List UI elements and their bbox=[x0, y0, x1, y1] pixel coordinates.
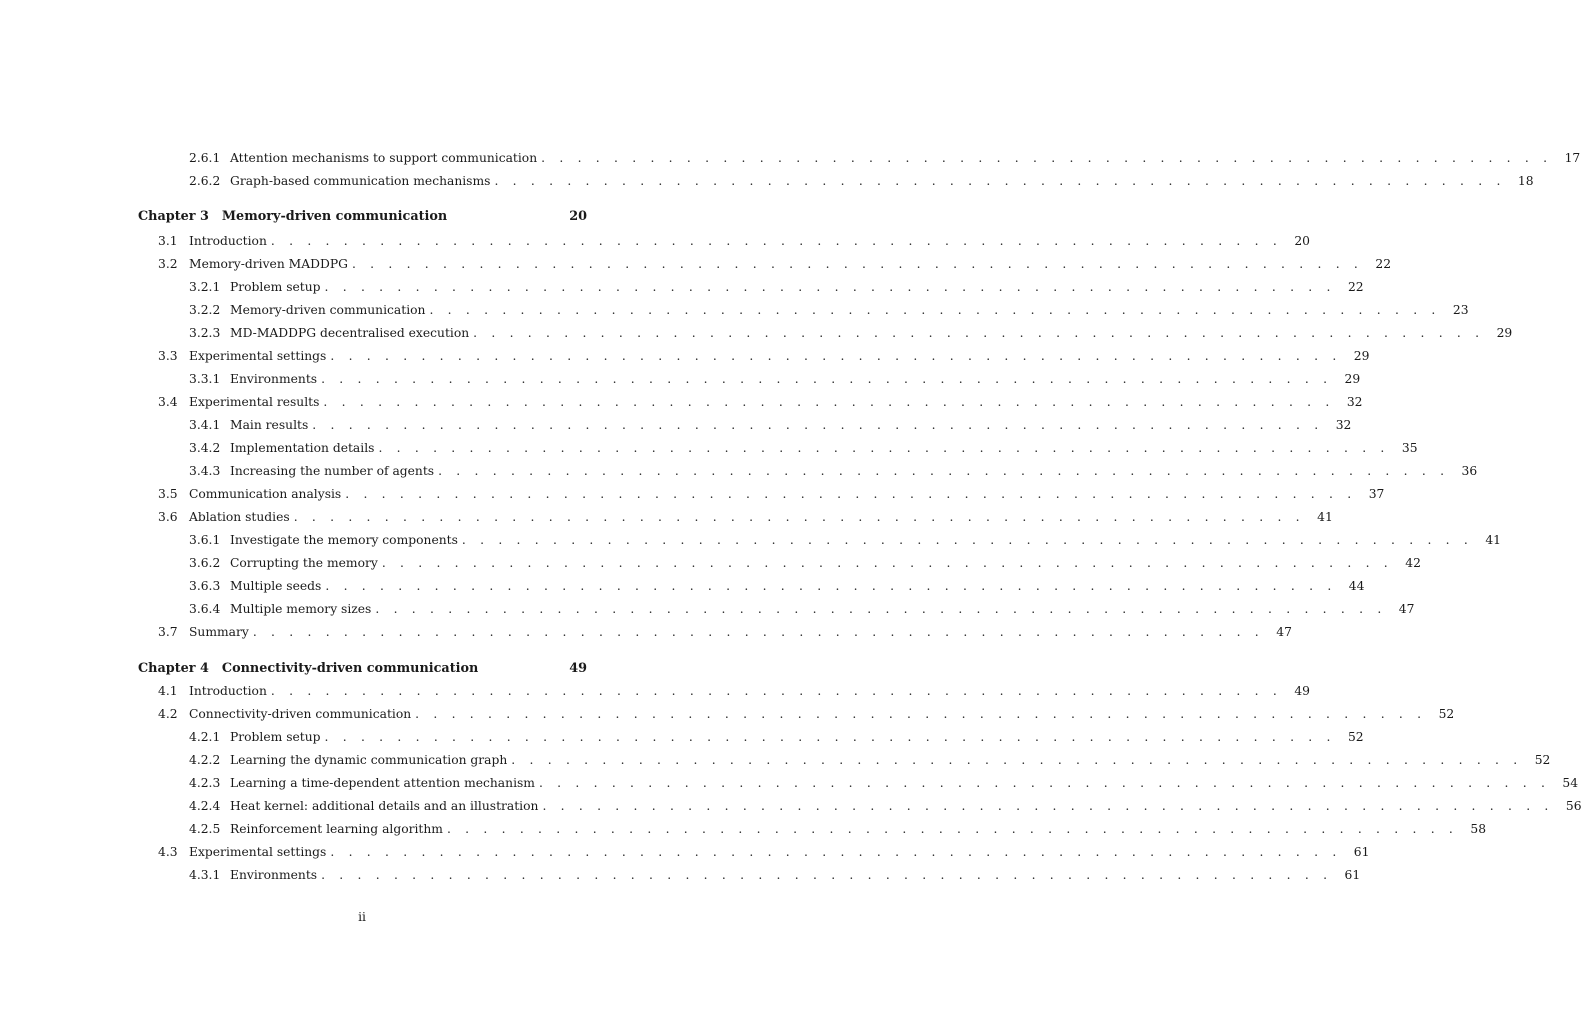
toc-entry-number: 3.2.3 bbox=[189, 326, 221, 340]
toc-entry-title: Reinforcement learning algorithm bbox=[230, 822, 443, 836]
toc-entry-number: 2.6.2 bbox=[189, 174, 221, 188]
toc-section-entry[interactable] bbox=[158, 704, 1455, 724]
toc-leader-dots: . . . . . . . . . . . . . . . . . . . . . . . . . . . . . . . . . . . . . . . . . . . . . . . . . . . . . . . . bbox=[381, 556, 1393, 570]
toc-entry-title: Experimental settings bbox=[189, 845, 327, 859]
toc-entry-page: 20 bbox=[569, 209, 587, 224]
toc-entry-number: 3.6 bbox=[158, 510, 178, 524]
toc-leader-dots: . . . . . . . . . . . . . . . . . . . . . . . . . . . . . . . . . . . . . . . . . . . . . . . . . . . . . . . . bbox=[293, 510, 1305, 524]
toc-entry-page: 32 bbox=[1346, 395, 1363, 409]
toc-subsection-entry[interactable] bbox=[189, 148, 1581, 168]
toc-entry-title: Connectivity-driven communication bbox=[189, 707, 412, 721]
toc-subsection-entry[interactable] bbox=[189, 300, 1469, 320]
toc-entry-page: 20 bbox=[1294, 234, 1310, 248]
toc-entry-page: 56 bbox=[1565, 799, 1582, 813]
toc-subsection-entry[interactable] bbox=[189, 369, 1361, 389]
toc-entry-title: Environments bbox=[230, 868, 318, 882]
toc-leader-dots: . . . . . . . . . . . . . . . . . . . . . . . . . . . . . . . . . . . . . . . . . . . . . . . . . . . . . . . . bbox=[321, 372, 1333, 386]
toc-entry-number: 3.2 bbox=[158, 257, 178, 271]
toc-entry-title: Ablation studies bbox=[189, 510, 290, 524]
toc-entry-title: Increasing the number of agents bbox=[230, 464, 435, 478]
toc-entry-title: MD-MADDPG decentralised execution bbox=[230, 326, 470, 340]
toc-entry-page: 22 bbox=[1375, 257, 1392, 271]
toc-subsection-entry[interactable] bbox=[189, 727, 1364, 747]
toc-subsection-entry[interactable] bbox=[189, 599, 1415, 619]
toc-entry-number: Chapter 3 bbox=[138, 209, 209, 224]
toc-entry-number: 4.2.2 bbox=[189, 753, 221, 767]
toc-entry-number: 3.6.3 bbox=[189, 579, 221, 593]
toc-section-entry[interactable] bbox=[158, 254, 1392, 274]
toc-entry-page: 17 bbox=[1564, 151, 1581, 165]
toc-entry-number: 4.2.4 bbox=[189, 799, 221, 813]
toc-leader-dots: . . . . . . . . . . . . . . . . . . . . . . . . . . . . . . . . . . . . . . . . . . . . . . . . . . . . . . . . bbox=[325, 579, 1337, 593]
toc-entry-number: 3.3.1 bbox=[189, 372, 221, 386]
toc-subsection-entry[interactable] bbox=[189, 415, 1352, 435]
toc-section-entry[interactable] bbox=[158, 507, 1333, 527]
toc-entry-number: 3.7 bbox=[158, 625, 178, 639]
toc-leader-dots: . . . . . . . . . . . . . . . . . . . . . . . . . . . . . . . . . . . . . . . . . . . . . . . . . . . . . . . . bbox=[321, 868, 1333, 882]
toc-section-entry[interactable] bbox=[158, 392, 1363, 412]
toc-entry-title: Experimental results bbox=[189, 395, 320, 409]
toc-leader-dots: . . . . . . . . . . . . . . . . . . . . . . . . . . . . . . . . . . . . . . . . . . . . . . . . . . . . . . . . bbox=[324, 730, 1336, 744]
toc-leader-dots: . . . . . . . . . . . . . . . . . . . . . . . . . . . . . . . . . . . . . . . . . . . . . . . . . . . . . . . . bbox=[473, 326, 1485, 340]
toc-leader-dots: . . . . . . . . . . . . . . . . . . . . . . . . . . . . . . . . . . . . . . . . . . . . . . . . . . . . . . . . bbox=[461, 533, 1473, 547]
toc-entry-title: Summary bbox=[189, 625, 249, 639]
toc-entry-number: 3.4.1 bbox=[189, 418, 221, 432]
toc-entry-page: 18 bbox=[1517, 174, 1534, 188]
toc-entry-page: 41 bbox=[1485, 533, 1501, 547]
toc-entry-number: 4.1 bbox=[158, 684, 178, 698]
toc-entry-title: Main results bbox=[230, 418, 309, 432]
toc-leader-dots: . . . . . . . . . . . . . . . . . . . . . . . . . . . . . . . . . . . . . . . . . . . . . . . . . . . . . . . . bbox=[270, 234, 1282, 248]
toc-leader-dots: . . . . . . . . . . . . . . . . . . . . . . . . . . . . . . . . . . . . . . . . . . . . . . . . . . . . . . . . bbox=[351, 257, 1364, 271]
toc-entry-page: 52 bbox=[1438, 707, 1455, 721]
toc-section-entry[interactable] bbox=[158, 681, 1310, 701]
toc-entry-title: Heat kernel: additional details and an illustration bbox=[230, 799, 539, 813]
toc-entry-title: Communication analysis bbox=[189, 487, 342, 501]
toc-entry-number: 3.6.4 bbox=[189, 602, 221, 616]
toc-leader-dots: . . . . . . . . . . . . . . . . . . . . . . . . . . . . . . . . . . . . . . . . . . . . . . . . . . . . . . . . bbox=[438, 464, 1450, 478]
toc-entry-title: Graph-based communication mechanisms bbox=[230, 174, 491, 188]
toc-entry-title: Implementation details bbox=[230, 441, 375, 455]
toc-entry-title: Multiple memory sizes bbox=[230, 602, 372, 616]
toc-section-entry[interactable] bbox=[158, 484, 1385, 504]
toc-entry-title: Corrupting the memory bbox=[230, 556, 378, 570]
toc-leader-dots: . . . . . . . . . . . . . . . . . . . . . . . . . . . . . . . . . . . . . . . . . . . . . . . . . . . . . . . . bbox=[345, 487, 1357, 501]
toc-leader-dots: . . . . . . . . . . . . . . . . . . . . . . . . . . . . . . . . . . . . . . . . . . . . . . . . . . . . . . . . bbox=[323, 395, 1335, 409]
toc-leader-dots: . . . . . . . . . . . . . . . . . . . . . . . . . . . . . . . . . . . . . . . . . . . . . . . . . . . . . . . . bbox=[375, 602, 1387, 616]
toc-leader-dots: . . . . . . . . . . . . . . . . . . . . . . . . . . . . . . . . . . . . . . . . . . . . . . . . . . . . . . . . bbox=[542, 799, 1554, 813]
toc-entry-page: 22 bbox=[1347, 280, 1364, 294]
toc-subsection-entry[interactable] bbox=[189, 553, 1421, 573]
toc-entry-number: 3.3 bbox=[158, 349, 178, 363]
toc-entry-page: 47 bbox=[1398, 602, 1415, 616]
toc-subsection-entry[interactable] bbox=[189, 773, 1579, 793]
toc-entry-page: 29 bbox=[1353, 349, 1370, 363]
toc-entry-number: 4.2.1 bbox=[189, 730, 221, 744]
toc-entry-number: 3.6.1 bbox=[189, 533, 221, 547]
toc-subsection-entry[interactable] bbox=[189, 796, 1582, 816]
toc-section-entry[interactable] bbox=[158, 231, 1310, 251]
toc-chapter-entry[interactable] bbox=[138, 659, 587, 679]
toc-entry-number: 3.4.3 bbox=[189, 464, 221, 478]
toc-entry-title: Memory-driven MADDPG bbox=[189, 257, 348, 271]
toc-subsection-entry[interactable] bbox=[189, 461, 1478, 481]
toc-subsection-entry[interactable] bbox=[189, 576, 1365, 596]
toc-section-entry[interactable] bbox=[158, 346, 1370, 366]
toc-entry-page: 37 bbox=[1368, 487, 1385, 501]
toc-entry-page: 44 bbox=[1348, 579, 1365, 593]
toc-entry-page: 35 bbox=[1401, 441, 1418, 455]
toc-entry-number: Chapter 4 bbox=[138, 661, 209, 676]
toc-leader-dots: . . . . . . . . . . . . . . . . . . . . . . . . . . . . . . . . . . . . . . . . . . . . . . . . . . . . . . . . bbox=[429, 303, 1441, 317]
toc-subsection-entry[interactable] bbox=[189, 530, 1501, 550]
toc-entry-page: 61 bbox=[1353, 845, 1370, 859]
page-number: ii bbox=[358, 910, 366, 924]
toc-subsection-entry[interactable] bbox=[189, 750, 1551, 770]
toc-entry-title: Learning a time-dependent attention mechanism bbox=[230, 776, 535, 790]
toc-entry-title: Investigate the memory components bbox=[230, 533, 458, 547]
toc-entry-page: 52 bbox=[1347, 730, 1364, 744]
toc-section-entry[interactable] bbox=[158, 842, 1370, 862]
toc-subsection-entry[interactable] bbox=[189, 438, 1418, 458]
toc-entry-number: 3.5 bbox=[158, 487, 178, 501]
toc-leader-dots: . . . . . . . . . . . . . . . . . . . . . . . . . . . . . . . . . . . . . . . . . . . . . . . . . . . . . . . . bbox=[378, 441, 1390, 455]
toc-entry-title: Connectivity-driven communication bbox=[221, 661, 479, 676]
toc-entry-page: 54 bbox=[1562, 776, 1579, 790]
toc-entry-number: 3.2.2 bbox=[189, 303, 221, 317]
toc-leader-dots: . . . . . . . . . . . . . . . . . . . . . . . . . . . . . . . . . . . . . . . . . . . . . . . . . . . . . . . . bbox=[538, 776, 1551, 790]
toc-entry-title: Problem setup bbox=[230, 280, 321, 294]
toc-entry-page: 58 bbox=[1470, 822, 1487, 836]
toc-entry-page: 29 bbox=[1344, 372, 1361, 386]
toc-leader-dots: . . . . . . . . . . . . . . . . . . . . . . . . . . . . . . . . . . . . . . . . . . . . . . . . . . . . . . . . bbox=[541, 151, 1553, 165]
toc-entry-title: Memory-driven communication bbox=[221, 209, 448, 224]
toc-section-entry[interactable] bbox=[158, 622, 1292, 642]
toc-entry-page: 61 bbox=[1344, 868, 1361, 882]
toc-entry-page: 52 bbox=[1534, 753, 1551, 767]
toc-entry-title: Experimental settings bbox=[189, 349, 327, 363]
toc-entry-title: Problem setup bbox=[230, 730, 321, 744]
toc-entry-page: 29 bbox=[1496, 326, 1513, 340]
toc-entry-page: 49 bbox=[1294, 684, 1310, 698]
toc-entry-number: 3.1 bbox=[158, 234, 178, 248]
toc-entry-title: Multiple seeds bbox=[230, 579, 322, 593]
toc-entry-number: 3.4 bbox=[158, 395, 178, 409]
toc-entry-page: 42 bbox=[1405, 556, 1421, 570]
toc-leader-dots: . . . . . . . . . . . . . . . . . . . . . . . . . . . . . . . . . . . . . . . . . . . . . . . . . . . . . . . . bbox=[446, 822, 1459, 836]
toc-entry-page: 41 bbox=[1317, 510, 1333, 524]
toc-leader-dots: . . . . . . . . . . . . . . . . . . . . . . . . . . . . . . . . . . . . . . . . . . . . . . . . . . . . . . . . bbox=[324, 280, 1336, 294]
toc-leader-dots: . . . . . . . . . . . . . . . . . . . . . . . . . . . . . . . . . . . . . . . . . . . . . . . . . . . . . . . . bbox=[330, 845, 1342, 859]
toc-entry-title: Introduction bbox=[189, 234, 267, 248]
toc-leader-dots: . . . . . . . . . . . . . . . . . . . . . . . . . . . . . . . . . . . . . . . . . . . . . . . . . . . . . . . . bbox=[511, 753, 1523, 767]
toc-leader-dots: . . . . . . . . . . . . . . . . . . . . . . . . . . . . . . . . . . . . . . . . . . . . . . . . . . . . . . . . bbox=[312, 418, 1324, 432]
toc-entry-title: Learning the dynamic communication graph bbox=[230, 753, 508, 767]
toc-entry-number: 3.4.2 bbox=[189, 441, 221, 455]
toc-subsection-entry[interactable] bbox=[189, 323, 1513, 343]
toc-subsection-entry[interactable] bbox=[189, 819, 1487, 839]
toc-entry-page: 49 bbox=[569, 661, 587, 676]
toc-leader-dots: . . . . . . . . . . . . . . . . . . . . . . . . . . . . . . . . . . . . . . . . . . . . . . . . . . . . . . . . bbox=[494, 174, 1506, 188]
toc-subsection-entry[interactable] bbox=[189, 865, 1361, 885]
toc-entry-page: 36 bbox=[1461, 464, 1478, 478]
toc-entry-number: 4.2.3 bbox=[189, 776, 221, 790]
toc-leader-dots: . . . . . . . . . . . . . . . . . . . . . . . . . . . . . . . . . . . . . . . . . . . . . . . . . . . . . . . . bbox=[270, 684, 1282, 698]
toc-entry-number: 4.3.1 bbox=[189, 868, 221, 882]
toc-entry-page: 23 bbox=[1452, 303, 1469, 317]
toc-entry-title: Environments bbox=[230, 372, 318, 386]
toc-entry-number: 2.6.1 bbox=[189, 151, 221, 165]
toc-entry-title: Introduction bbox=[189, 684, 267, 698]
toc-subsection-entry[interactable] bbox=[189, 171, 1534, 191]
toc-leader-dots: . . . . . . . . . . . . . . . . . . . . . . . . . . . . . . . . . . . . . . . . . . . . . . . . . . . . . . . . bbox=[415, 707, 1427, 721]
toc-leader-dots: . . . . . . . . . . . . . . . . . . . . . . . . . . . . . . . . . . . . . . . . . . . . . . . . . . . . . . . . bbox=[252, 625, 1264, 639]
toc-entry-number: 4.3 bbox=[158, 845, 178, 859]
toc-entry-page: 47 bbox=[1276, 625, 1292, 639]
toc-entry-number: 3.2.1 bbox=[189, 280, 221, 294]
toc-entry-number: 3.6.2 bbox=[189, 556, 221, 570]
toc-entry-title: Attention mechanisms to support communication bbox=[230, 151, 538, 165]
toc-chapter-entry[interactable] bbox=[138, 207, 587, 227]
toc-leader-dots: . . . . . . . . . . . . . . . . . . . . . . . . . . . . . . . . . . . . . . . . . . . . . . . . . . . . . . . . bbox=[330, 349, 1342, 363]
toc-subsection-entry[interactable] bbox=[189, 277, 1364, 297]
toc-entry-number: 4.2.5 bbox=[189, 822, 221, 836]
toc-entry-page: 32 bbox=[1335, 418, 1352, 432]
toc-entry-title: Memory-driven communication bbox=[230, 303, 426, 317]
toc-entry-number: 4.2 bbox=[158, 707, 178, 721]
